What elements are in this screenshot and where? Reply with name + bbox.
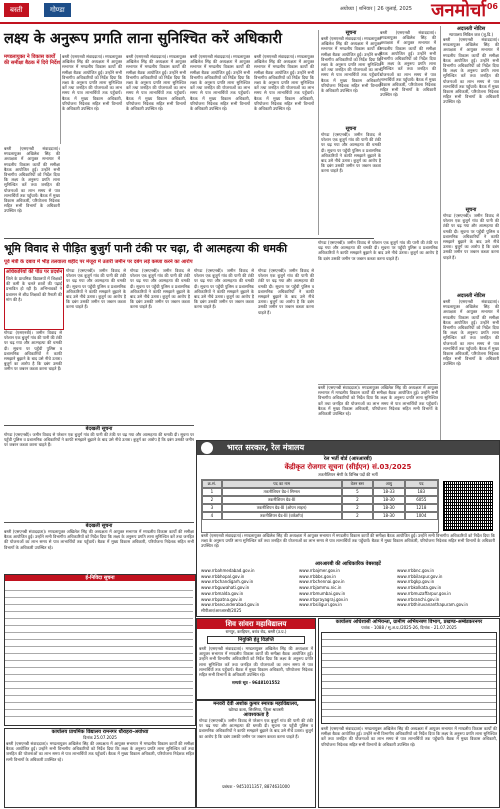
college2-body: गोण्डा (एसएनबी)। जमीन विवाद से परेशान एक बुजुर्ग गांव की पानी की टंकी पर चढ़ गया और आत्महत्या की धमकी दी। सूचना पर पहुँची पुलिस व प्रशासनिक अधिकारियों ने काफी समझाने बुझाने के बाद उसे नीचे उतारा। बुजुर्ग का आरोप है कि दबंग उसकी जमीन पर जबरन कब्जा करना चाहते हैं। (199, 718, 313, 739)
tender-body: बस्ती (एसएनबी संवाददाता)। मण्डलायुक्त अखिलेश सिंह की अध्यक्षता में आयुक्त सभागार में मण्डलीय विकास कार्यों की समीक्षा बैठक आयोजित हुई। उन्होंने सभी विभागीय अधिकारियों को निर्देश दिया कि लक्ष्य के अनुरूप प्रगति लाना सुनिश्चित करें तथा जनहित की योजनाओं का लाभ समय से पात्र लाभार्थियों तक पहुँचायें। बैठक में मुख्य विकास अधिकारी, परियोजना निदेशक सहित सभी विभागों के अधिकारी उपस्थित रहे। (321, 726, 497, 747)
rail-band: भारत सरकार, रेल मंत्रालय (197, 441, 499, 455)
tender-title: ई-निविदा सूचना (5, 575, 195, 581)
left-sidebar-box (4, 268, 64, 330)
rail-table-cell: 4 (202, 512, 222, 520)
rail-table-row (202, 512, 438, 520)
bottom-left-title: कार्यालय प्राथमिक विद्यालय रामनगर धौराहरा-अयोध्या (51, 729, 149, 735)
rail-title: केंद्रीकृत रोजगार सूचना (सीईएन) सं.03/2025 (284, 463, 412, 471)
rail-site-link[interactable]: www.rrbthiruvananthapuram.gov.in (397, 602, 469, 608)
middle-notices: गोण्डा (एसएनबी)। जमीन विवाद से परेशान एक बुजुर्ग गांव की पानी की टंकी पर चढ़ गया और आत्महत्या की धमकी दी। सूचना पर पहुँची पुलिस व प्रशासनिक अधिकारियों ने काफी समझाने बुझाने के बाद उसे नीचे उतारा। बुजुर्ग का आरोप है कि दबंग उसकी जमीन पर जबरन कब्जा करना चाहते हैं। (318, 240, 438, 261)
college-box: नियुक्ति हेतु विज्ञप्ति (207, 636, 305, 644)
college-sub: रामपुर, करहियन, बरांव रोड, बस्ती (उ.प्र.) (225, 629, 287, 634)
center-notice-column-2: बस्ती (एसएनबी संवाददाता)। मण्डलायुक्त अखिलेश सिंह की अध्यक्षता में आयुक्त सभागार में मण्डलीय विकास कार्यों की समीक्षा बैठक आयोजित हुई। उन्होंने सभी विभागीय अधिकारियों को निर्देश दिया कि लक्ष्य के अनुरूप प्रगति लाना सुनिश्चित करें तथा जनहित की योजनाओं का लाभ समय से पात्र लाभार्थियों तक पहुँचायें। बैठक में मुख्य विकास अधिकारी, परियोजना निदेशक सहित सभी विभागों के अधिकारी उपस्थित रहे। (380, 30, 436, 98)
rail-board: रेल भर्ती बोर्ड (आरआरबी) (323, 456, 373, 462)
rail-table-cell: 18-30 (373, 504, 404, 512)
college2-box: आवश्यकता है (243, 712, 269, 718)
rail-table-cell: तकनीशियन ग्रेड-III (ओपन लाइन) (222, 504, 342, 512)
rail-sites (201, 568, 495, 608)
tender-table (4, 574, 196, 726)
rail-table-cell: 18-33 (373, 488, 404, 496)
rail-emblem-icon (201, 442, 213, 454)
college-ad-2 (196, 700, 316, 808)
section-tag-gonda: गोण्डा (44, 3, 71, 17)
rail-site-link[interactable]: www.rrbmalda.gov.in (201, 590, 244, 596)
rail-site-link[interactable]: www.rrbjammu.nic.in (299, 585, 342, 591)
notice-body-2: बस्ती (एसएनबी संवाददाता)। मण्डलायुक्त अखिलेश सिंह की अध्यक्षता में आयुक्त सभागार में मण्डलीय विकास कार्यों की समीक्षा बैठक आयोजित हुई। उन्होंने सभी विभागीय अधिकारियों को निर्देश दिया कि लक्ष्य के अनुरूप प्रगति लाना सुनिश्चित करें तथा जनहित की योजनाओं का लाभ समय से पात्र लाभार्थियों तक पहुँचायें। बैठक में मुख्य विकास अधिकारी, परियोजना निदेशक सहित सभी विभागों के अधिकारी उपस्थित रहे। (4, 529, 194, 550)
page-number: 06 (486, 2, 498, 11)
right-column (440, 26, 499, 456)
rail-table-row (202, 488, 438, 496)
rail-site-link[interactable]: www.rrbbilaspur.gov.in (397, 573, 443, 579)
rail-th: वेतन स्तर (342, 480, 373, 488)
masthead: जनमोर्चा (431, 0, 486, 21)
rail-table-body (202, 488, 438, 520)
lead-body-col-4: बस्ती (एसएनबी संवाददाता)। मण्डलायुक्त अखिलेश सिंह की अध्यक्षता में आयुक्त सभागार में मण्डलीय विकास कार्यों की समीक्षा बैठक आयोजित हुई। उन्होंने सभी विभागीय अधिकारियों को निर्देश दिया कि लक्ष्य के अनुरूप प्रगति लाना सुनिश्चित करें तथा जनहित की योजनाओं का लाभ समय से पात्र लाभार्थियों तक पहुँचायें। बैठक में मुख्य विकास अधिकारी, परियोजना निदेशक सहित सभी विभागों के अधिकारी उपस्थित रहे। (254, 54, 314, 112)
right-body-3: बस्ती (एसएनबी संवाददाता)। मण्डलायुक्त अखिलेश सिंह की अध्यक्षता में आयुक्त सभागार में मण्डलीय विकास कार्यों की समीक्षा बैठक आयोजित हुई। उन्होंने सभी विभागीय अधिकारियों को निर्देश दिया कि लक्ष्य के अनुरूप प्रगति लाना सुनिश्चित करें तथा जनहित की योजनाओं का लाभ समय से पात्र लाभार्थियों तक पहुँचायें। बैठक में मुख्य विकास अधिकारी, परियोजना निदेशक सहित सभी विभागों के अधिकारी उपस्थित रहे। (443, 299, 499, 367)
rail-th: पद का नाम (222, 480, 342, 488)
tender-rows (5, 585, 193, 723)
rail-site-link[interactable]: www.rrbranchi.gov.in (397, 596, 440, 602)
lead-kicker-box (4, 54, 61, 144)
rail-table-cell: 1218 (405, 504, 438, 512)
rail-table-cell: 2 (342, 496, 373, 504)
center-notice-title-3: सूचना (345, 126, 357, 132)
rail-table-cell: तकनीशियन ग्रेड-III (222, 496, 342, 504)
tender-grid (321, 632, 497, 724)
rail-th: पद (405, 480, 438, 488)
rail-table-cell: 1 (202, 488, 222, 496)
right-body-2: गोण्डा (एसएनबी)। जमीन विवाद से परेशान एक बुजुर्ग गांव की पानी की टंकी पर चढ़ गया और आत्महत्या की धमकी दी। सूचना पर पहुँची पुलिस व प्रशासनिक अधिकारियों ने काफी समझाने बुझाने के बाद उसे नीचे उतारा। बुजुर्ग का आरोप है कि दबंग उसकी जमीन पर जबरन कब्जा करना चाहते हैं। (443, 213, 499, 260)
rail-site-link[interactable]: www.rrbmumbai.gov.in (299, 590, 346, 596)
right-sub: न्यायालय सिविल जज (जू.डि.) (448, 32, 494, 37)
left-sidebar-body: जिले के प्राथमिक विद्यालयों में शिक्षकों की कमी के चलते छात्रों की पढ़ाई प्रभावित हो रही है। अभिभावकों ने प्रशासन से शीघ्र शिक्षकों की तैनाती की मांग की है। (6, 276, 62, 302)
rail-th: क्र.सं. (202, 480, 222, 488)
left-sidebar-title: अधिकारियों की पीठ पर प्रदर्शन (5, 269, 63, 275)
rail-site-link[interactable]: www.rrbbhopal.gov.in (201, 573, 245, 579)
notice-title-2: बेदखली सूचना (85, 523, 113, 529)
center-notice-body-1: बस्ती (एसएनबी संवाददाता)। मण्डलायुक्त अखिलेश सिंह की अध्यक्षता में आयुक्त सभागार में मण्डलीय विकास कार्यों की समीक्षा बैठक आयोजित हुई। उन्होंने सभी विभागीय अधिकारियों को निर्देश दिया कि लक्ष्य के अनुरूप प्रगति लाना सुनिश्चित करें तथा जनहित की योजनाओं का लाभ समय से पात्र लाभार्थियों तक पहुँचायें। बैठक में मुख्य विकास अधिकारी, परियोजना निदेशक सहित सभी विभागों के अधिकारी उपस्थित रहे। (321, 36, 381, 94)
rail-table (201, 479, 439, 533)
rail-table-cell: 2 (342, 512, 373, 520)
rail-site-link[interactable]: www.rrbkolkata.gov.in (397, 585, 442, 591)
lead-headline: लक्ष्य के अनुरूप प्रगति लाना सुनिश्चित करें अधिकारी (4, 30, 283, 47)
rail-site-link[interactable]: www.rrbpatna.gov.in (201, 596, 243, 602)
lead-body-col-1: बस्ती (एसएनबी संवाददाता)। मण्डलायुक्त अखिलेश सिंह की अध्यक्षता में आयुक्त सभागार में मण्डलीय विकास कार्यों की समीक्षा बैठक आयोजित हुई। उन्होंने सभी विभागीय अधिकारियों को निर्देश दिया कि लक्ष्य के अनुरूप प्रगति लाना सुनिश्चित करें तथा जनहित की योजनाओं का लाभ समय से पात्र लाभार्थियों तक पहुँचायें। बैठक में मुख्य विकास अधिकारी, परियोजना निदेशक सहित सभी विभागों के अधिकारी उपस्थित रहे। (62, 54, 122, 112)
edition-line: अयोध्या | शनिवार | 26 जुलाई, 2025 (339, 6, 412, 12)
rail-site-link[interactable]: www.rrbguwahati.gov.in (201, 585, 250, 591)
rail-site-link[interactable]: www.rrbmuzaffarpur.gov.in (397, 590, 451, 596)
rail-subtitle: तकनीशियन श्रेणी के विभिन्न पदों की भर्ती (318, 472, 378, 477)
rail-table-cell: 2 (202, 496, 222, 504)
rail-ad (196, 440, 500, 617)
college2-contact: प्रबंधक - 9451011357, 8874631000 (222, 784, 290, 789)
college-title: शिव सांवरा महाविद्यालय (197, 619, 315, 629)
second-body-col-3: गोण्डा (एसएनबी)। जमीन विवाद से परेशान एक बुजुर्ग गांव की पानी की टंकी पर चढ़ गया और आत्महत्या की धमकी दी। सूचना पर पहुँची पुलिस व प्रशासनिक अधिकारियों ने काफी समझाने बुझाने के बाद उसे नीचे उतारा। बुजुर्ग का आरोप है कि दबंग उसकी जमीन पर जबरन कब्जा करना चाहते हैं। (194, 268, 254, 310)
rail-th: आयु (373, 480, 404, 488)
rail-table-cell: 2 (342, 504, 373, 512)
rail-footer: सीपीआर/आरआरबी/2025 (201, 608, 242, 613)
lead-kicker: मण्डलायुक्त ने विकास कार्यों की समीक्षा बैठक में दिये निर्देश (4, 54, 60, 66)
section-rule (4, 238, 374, 239)
rail-body: बस्ती (एसएनबी संवाददाता)। मण्डलायुक्त अखिलेश सिंह की अध्यक्षता में आयुक्त सभागार में मण्डलीय विकास कार्यों की समीक्षा बैठक आयोजित हुई। उन्होंने सभी विभागीय अधिकारियों को निर्देश दिया कि लक्ष्य के अनुरूप प्रगति लाना सुनिश्चित करें तथा जनहित की योजनाओं का लाभ समय से पात्र लाभार्थियों तक पहुँचायें। बैठक में मुख्य विकास अधिकारी, परियोजना निदेशक सहित सभी विभागों के अधिकारी उपस्थित रहे। (201, 533, 495, 549)
second-deck: पूर्व मंत्री के दबाव में भीड़ तलवाला शहीद पर मंजूरा में उतारी जमीन पर दबंग लड़े कब्जा करने का आरोप (4, 259, 193, 265)
left-body-2: गोण्डा (एसएनबी)। जमीन विवाद से परेशान एक बुजुर्ग गांव की पानी की टंकी पर चढ़ गया और आत्महत्या की धमकी दी। सूचना पर पहुँची पुलिस व प्रशासनिक अधिकारियों ने काफी समझाने बुझाने के बाद उसे नीचे उतारा। बुजुर्ग का आरोप है कि दबंग उसकी जमीन पर जबरन कब्जा करना चाहते हैं। (4, 330, 62, 372)
bottom-left-notice (4, 728, 196, 808)
lead-body-col-0: बस्ती (एसएनबी संवाददाता)। मण्डलायुक्त अखिलेश सिंह की अध्यक्षता में आयुक्त सभागार में मण्डलीय विकास कार्यों की समीक्षा बैठक आयोजित हुई। उन्होंने सभी विभागीय अधिकारियों को निर्देश दिया कि लक्ष्य के अनुरूप प्रगति लाना सुनिश्चित करें तथा जनहित की योजनाओं का लाभ समय से पात्र लाभार्थियों तक पहुँचायें। बैठक में मुख्य विकास अधिकारी, परियोजना निदेशक सहित सभी विभागों के अधिकारी उपस्थित रहे। (4, 146, 60, 214)
college-body: बस्ती (एसएनबी संवाददाता)। मण्डलायुक्त अखिलेश सिंह की अध्यक्षता में आयुक्त सभागार में मण्डलीय विकास कार्यों की समीक्षा बैठक आयोजित हुई। उन्होंने सभी विभागीय अधिकारियों को निर्देश दिया कि लक्ष्य के अनुरूप प्रगति लाना सुनिश्चित करें तथा जनहित की योजनाओं का लाभ समय से पात्र लाभार्थियों तक पहुँचायें। बैठक में मुख्य विकास अधिकारी, परियोजना निदेशक सहित सभी विभागों के अधिकारी उपस्थित रहे। (199, 646, 313, 678)
center-notice-body-3: गोण्डा (एसएनबी)। जमीन विवाद से परेशान एक बुजुर्ग गांव की पानी की टंकी पर चढ़ गया और आत्महत्या की धमकी दी। सूचना पर पहुँची पुलिस व प्रशासनिक अधिकारियों ने काफी समझाने बुझाने के बाद उसे नीचे उतारा। बुजुर्ग का आरोप है कि दबंग उसकी जमीन पर जबरन कब्जा करना चाहते हैं। (321, 132, 381, 174)
right-body-1: बस्ती (एसएनबी संवाददाता)। मण्डलायुक्त अखिलेश सिंह की अध्यक्षता में आयुक्त सभागार में मण्डलीय विकास कार्यों की समीक्षा बैठक आयोजित हुई। उन्होंने सभी विभागीय अधिकारियों को निर्देश दिया कि लक्ष्य के अनुरूप प्रगति लाना सुनिश्चित करें तथा जनहित की योजनाओं का लाभ समय से पात्र लाभार्थियों तक पहुँचायें। बैठक में मुख्य विकास अधिकारी, परियोजना निदेशक सहित सभी विभागों के अधिकारी उपस्थित रहे। (443, 37, 499, 105)
college2-title: मनवरी देवी अशोक कुमार स्मारक महाविद्यालय, (213, 701, 299, 707)
second-headline: भूमि विवाद से पीड़ित बुजुर्ग पानी टंकी पर चढ़ा, दी आत्महत्या की धमकी (4, 242, 288, 255)
middle-notices-2: बस्ती (एसएनबी संवाददाता)। मण्डलायुक्त अखिलेश सिंह की अध्यक्षता में आयुक्त सभागार में मण्डलीय विकास कार्यों की समीक्षा बैठक आयोजित हुई। उन्होंने सभी विभागीय अधिकारियों को निर्देश दिया कि लक्ष्य के अनुरूप प्रगति लाना सुनिश्चित करें तथा जनहित की योजनाओं का लाभ समय से पात्र लाभार्थियों तक पहुँचायें। बैठक में मुख्य विकास अधिकारी, परियोजना निदेशक सहित सभी विभागों के अधिकारी उपस्थित रहे। (318, 384, 438, 437)
rail-table-head (202, 480, 438, 488)
rail-site-link[interactable]: www.rrbsiliguri.gov.in (299, 602, 342, 608)
rail-table-cell: तकनीशियन ग्रेड-III (वर्कशॉप) (222, 512, 342, 520)
rail-site-link[interactable]: www.rrbajmer.gov.in (299, 568, 340, 573)
rail-table-row (202, 504, 438, 512)
rail-qr-code (443, 481, 493, 531)
rail-table-row (202, 496, 438, 504)
rail-site-link[interactable]: www.rrbchandigarh.gov.in (201, 579, 254, 585)
rail-site-link[interactable]: www.rrbchennai.gov.in (299, 579, 345, 585)
tender-title-2: कार्यालय अधिशासी अभियन्ता, ग्रामीण अभियन्त्रण विभाग, प्रखण्ड-अम्बेडकरनगर (335, 619, 483, 625)
bottom-left-sub: दिनांक 25.07.2025 (83, 735, 117, 740)
rail-site-link[interactable]: www.rrbsecunderabad.gov.in (201, 602, 260, 608)
college-ad-1 (196, 618, 316, 700)
rail-site-link[interactable]: www.rrbbnc.gov.in (397, 568, 434, 573)
college2-sub: खोण्डा कला, सिरसिया, जिला श्रावस्ती (228, 707, 284, 712)
right-title-3: अदालती नोटिस (456, 293, 486, 299)
right-title: अदालती नोटिस (456, 26, 486, 32)
notice-block-left (4, 425, 194, 522)
notice-title-1: बेदखली सूचना (85, 426, 113, 432)
rail-table-cell: 3 (202, 504, 222, 512)
notice-block-left-2 (4, 522, 194, 573)
bottom-left-body: बस्ती (एसएनबी संवाददाता)। मण्डलायुक्त अखिलेश सिंह की अध्यक्षता में आयुक्त सभागार में मण्डलीय विकास कार्यों की समीक्षा बैठक आयोजित हुई। उन्होंने सभी विभागीय अधिकारियों को निर्देश दिया कि लक्ष्य के अनुरूप प्रगति लाना सुनिश्चित करें तथा जनहित की योजनाओं का लाभ समय से पात्र लाभार्थियों तक पहुँचायें। बैठक में मुख्य विकास अधिकारी, परियोजना निदेशक सहित सभी विभागों के अधिकारी उपस्थित रहे। (6, 741, 194, 762)
rail-site-link[interactable]: www.rrbgkp.gov.in (397, 579, 435, 585)
lead-body-col-3: बस्ती (एसएनबी संवाददाता)। मण्डलायुक्त अखिलेश सिंह की अध्यक्षता में आयुक्त सभागार में मण्डलीय विकास कार्यों की समीक्षा बैठक आयोजित हुई। उन्होंने सभी विभागीय अधिकारियों को निर्देश दिया कि लक्ष्य के अनुरूप प्रगति लाना सुनिश्चित करें तथा जनहित की योजनाओं का लाभ समय से पात्र लाभार्थियों तक पहुँचायें। बैठक में मुख्य विकास अधिकारी, परियोजना निदेशक सहित सभी विभागों के अधिकारी उपस्थित रहे। (190, 54, 250, 112)
tender-sub: पत्रांक - 1088 / सू.अ.प्र./2025-26, दिनांक - 21.07.2025 (361, 625, 457, 630)
rail-table-cell: 5 (342, 488, 373, 496)
rail-table-cell: 18-30 (373, 496, 404, 504)
lead-body-col-2: बस्ती (एसएनबी संवाददाता)। मण्डलायुक्त अखिलेश सिंह की अध्यक्षता में आयुक्त सभागार में मण्डलीय विकास कार्यों की समीक्षा बैठक आयोजित हुई। उन्होंने सभी विभागीय अधिकारियों को निर्देश दिया कि लक्ष्य के अनुरूप प्रगति लाना सुनिश्चित करें तथा जनहित की योजनाओं का लाभ समय से पात्र लाभार्थियों तक पहुँचायें। बैठक में मुख्य विकास अधिकारी, परियोजना निदेशक सहित सभी विभागों के अधिकारी उपस्थित रहे। (126, 54, 186, 112)
second-body-col-1: गोण्डा (एसएनबी)। जमीन विवाद से परेशान एक बुजुर्ग गांव की पानी की टंकी पर चढ़ गया और आत्महत्या की धमकी दी। सूचना पर पहुँची पुलिस व प्रशासनिक अधिकारियों ने काफी समझाने बुझाने के बाद उसे नीचे उतारा। बुजुर्ग का आरोप है कि दबंग उसकी जमीन पर जबरन कब्जा करना चाहते हैं। (66, 268, 126, 310)
center-notice-column (318, 30, 381, 235)
center-notice-title-1: सूचना (345, 30, 357, 36)
rail-table-cell: 6055 (405, 496, 438, 504)
top-bar (0, 0, 500, 24)
rail-websites-title: आरआरबी की आधिकारिक वेबसाइटें (315, 561, 381, 567)
rail-site-link[interactable]: www.rrbahmedabad.gov.in (201, 568, 255, 573)
second-body-col-2: गोण्डा (एसएनबी)। जमीन विवाद से परेशान एक बुजुर्ग गांव की पानी की टंकी पर चढ़ गया और आत्महत्या की धमकी दी। सूचना पर पहुँची पुलिस व प्रशासनिक अधिकारियों ने काफी समझाने बुझाने के बाद उसे नीचे उतारा। बुजुर्ग का आरोप है कि दबंग उसकी जमीन पर जबरन कब्जा करना चाहते हैं। (130, 268, 190, 310)
rail-table-cell: 1004 (405, 512, 438, 520)
rail-table-cell: तकनीशियन ग्रेड-I सिग्नल (222, 488, 342, 496)
notice-body-1: गोण्डा (एसएनबी)। जमीन विवाद से परेशान एक बुजुर्ग गांव की पानी की टंकी पर चढ़ गया और आत्महत्या की धमकी दी। सूचना पर पहुँची पुलिस व प्रशासनिक अधिकारियों ने काफी समझाने बुझाने के बाद उसे नीचे उतारा। बुजुर्ग का आरोप है कि दबंग उसकी जमीन पर जबरन कब्जा करना चाहते हैं। (4, 432, 194, 448)
tender-notice (318, 618, 500, 808)
rail-site-link[interactable]: www.rrbprayagraj.gov.in (299, 596, 348, 602)
rail-table-cell: 183 (405, 488, 438, 496)
section-tag-basti: बस्ती (4, 3, 29, 17)
rail-table-cell: 18-30 (373, 512, 404, 520)
college-contact: सम्पर्क सूत्र - 9648101552 (232, 680, 280, 685)
right-title-2: सूचना (465, 207, 477, 213)
second-body-col-4: गोण्डा (एसएनबी)। जमीन विवाद से परेशान एक बुजुर्ग गांव की पानी की टंकी पर चढ़ गया और आत्महत्या की धमकी दी। सूचना पर पहुँची पुलिस व प्रशासनिक अधिकारियों ने काफी समझाने बुझाने के बाद उसे नीचे उतारा। बुजुर्ग का आरोप है कि दबंग उसकी जमीन पर जबरन कब्जा करना चाहते हैं। (258, 268, 314, 315)
rail-site-link[interactable]: www.rrbbbs.gov.in (299, 573, 336, 579)
